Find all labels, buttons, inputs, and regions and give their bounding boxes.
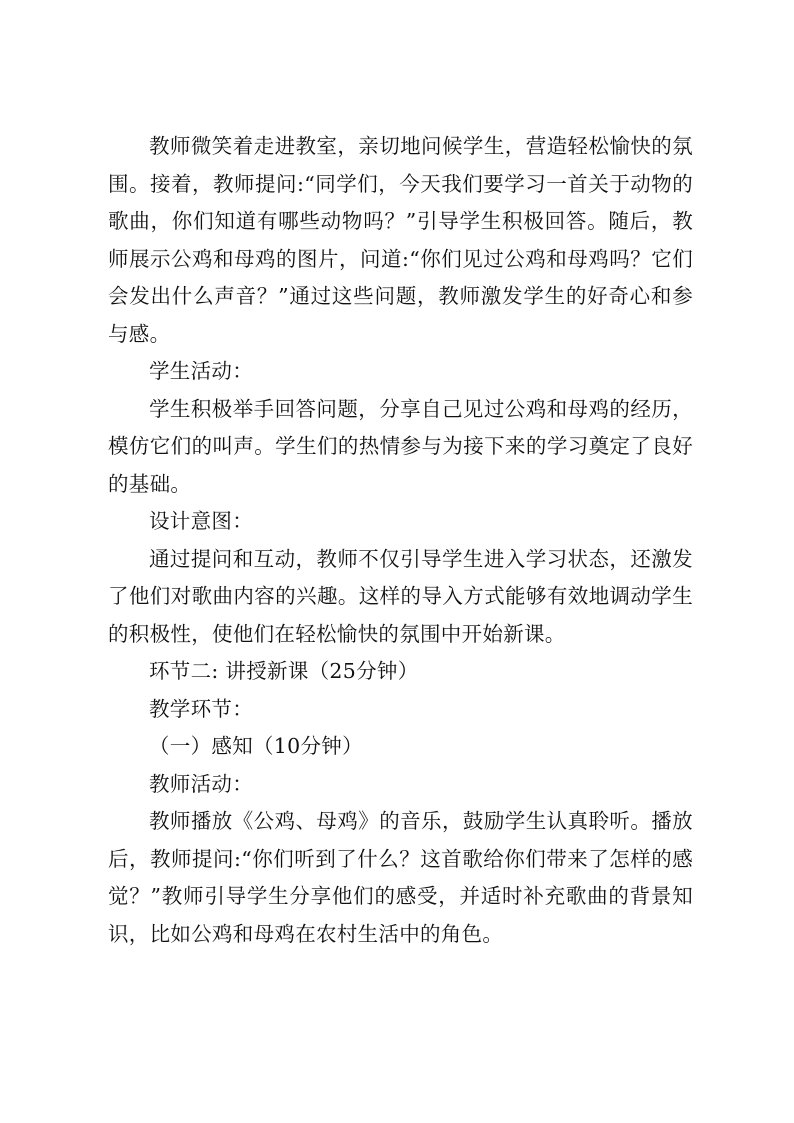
heading-design-intent: 设计意图： [149, 509, 253, 533]
heading-teaching-steps: 教学环节： [149, 696, 253, 721]
heading-student-activity: 学生活动： [149, 359, 253, 383]
heading-perception: （一）感知（10分钟） [149, 734, 363, 758]
paragraph-intro-teacher: 教师微笑着走进教室，亲切地问候学生，营造轻松愉快的氛围。接着，教师提问:“同学们，今天我们要学习一首关于动物的歌曲，你们知道有哪些动物吗？”引导学生积极回答。随后，教师展示公鸡和母鸡的图片，问道:“你们见过公鸡和母鸡吗？它们会发出什么声音？”通过这些问题，教师激发学生的好奇心和参与感。 [108, 134, 693, 346]
document-body [108, 128, 693, 953]
paragraph-teacher-activity: 教师播放《公鸡、母鸡》的音乐，鼓励学生认真聆听。播放后，教师提问:“你们听到了什么？这首歌给你们带来了怎样的感觉？”教师引导学生分享他们的感受，并适时补充歌曲的背景知识，比如公鸡和母鸡在农村生活中的角色。 [108, 809, 693, 946]
paragraph-design-intent: 通过提问和互动，教师不仅引导学生进入学习状态，还激发了他们对歌曲内容的兴趣。这样的导入方式能够有效地调动学生的积极性，使他们在轻松愉快的氛围中开始新课。 [108, 546, 693, 646]
heading-section-two: 环节二: 讲授新课（25分钟） [149, 659, 419, 683]
paragraph-student-activity: 学生积极举手回答问题，分享自己见过公鸡和母鸡的经历，模仿它们的叫声。学生们的热情参与为接下来的学习奠定了良好的基础。 [108, 396, 693, 496]
heading-teacher-activity: 教师活动： [149, 771, 253, 796]
